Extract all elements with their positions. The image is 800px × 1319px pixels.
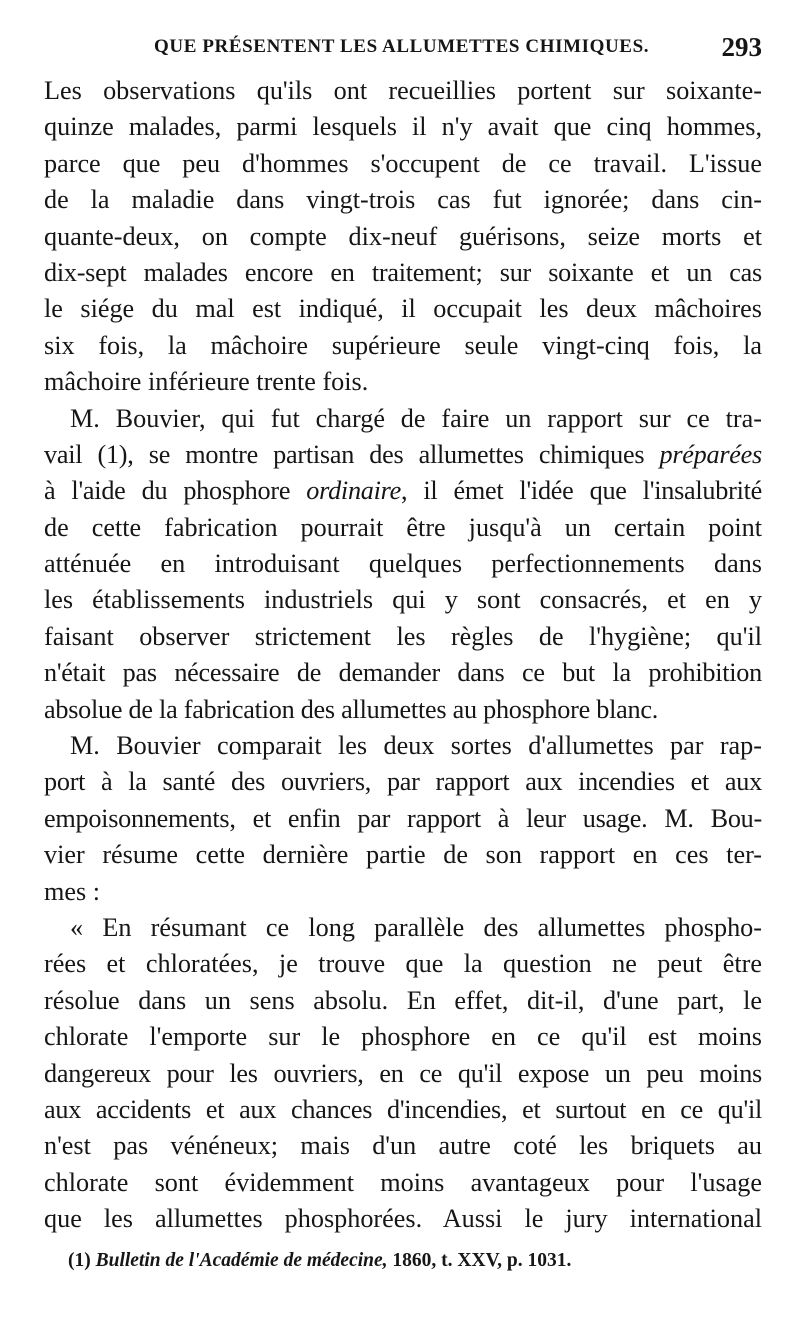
text-line: les établissements industriels qui y sont consacrés, et en y xyxy=(44,585,762,615)
footnote-details: 1860, t. XXV, p. 1031. xyxy=(392,1250,572,1271)
paragraph-start-line: M. Bouvier comparait les deux sortes d'allumettes par rap- xyxy=(70,731,762,761)
text-line: absolue de la fabrication des allumettes au phosphore blanc. xyxy=(44,694,659,724)
text-line: n'est pas vénéneux; mais d'un autre coté les briquets au xyxy=(44,1131,762,1161)
text-line: port à la santé des ouvriers, par rapport aux incendies et aux xyxy=(44,767,762,797)
text-line: atténuée en introduisant quelques perfectionnements dans xyxy=(44,549,762,579)
text-segment: à l'aide du phosphore xyxy=(44,476,291,506)
italic-text: préparées xyxy=(659,439,762,469)
text-line: quinze malades, parmi lesquels il n'y avait que cinq hommes, xyxy=(44,112,762,142)
text-line: parce que peu d'hommes s'occupent de ce travail. L'issue xyxy=(44,148,762,178)
text-line: Les observations qu'ils ont recueillies portent sur soixante- xyxy=(44,76,762,105)
italic-text: ordinaire xyxy=(306,476,402,506)
text-segment: vail (1), se montre partisan des allumettes chimiques xyxy=(44,439,645,469)
text-line: dangereux pour les ouvriers, en ce qu'il expose un peu moins xyxy=(44,1058,762,1088)
text-line: mes : xyxy=(44,876,101,906)
text-line xyxy=(44,437,762,473)
text-line: n'était pas nécessaire de demander dans ce but la prohibition xyxy=(44,658,762,688)
text-line: rées et chloratées, je trouve que la question ne peut être xyxy=(44,949,762,979)
text-line: résolue dans un sens absolu. En effet, dit-il, d'une part, le xyxy=(44,985,762,1015)
footnote-marker: (1) xyxy=(68,1250,91,1271)
text-segment: , il émet l'idée que l'insalubrité xyxy=(401,476,762,506)
text-line: chlorate sont évidemment moins avantageux pour l'usage xyxy=(44,1167,762,1197)
text-line: mâchoire inférieure trente fois. xyxy=(44,367,369,397)
paragraph-start-line: M. Bouvier, qui fut chargé de faire un rapport sur ce tra- xyxy=(70,403,762,433)
paragraph-start-line: « En résumant ce long parallèle des allumettes phospho- xyxy=(70,912,762,942)
text-line: de la maladie dans vingt-trois cas fut ignorée; dans cin- xyxy=(44,185,762,215)
text-line xyxy=(44,473,762,509)
body-text xyxy=(44,73,762,1238)
text-line: quante-deux, on compte dix-neuf guérisons, seize morts et xyxy=(44,221,762,251)
text-line: que les allumettes phosphorées. Aussi le jury international xyxy=(44,1204,762,1234)
text-line: empoisonnements, et enfin par rapport à leur usage. M. Bou- xyxy=(44,803,762,833)
text-line: faisant observer strictement les règles de l'hygiène; qu'il xyxy=(44,621,762,651)
running-title: QUE PRÉSENTENT LES ALLUMETTES CHIMIQUES. xyxy=(154,36,650,57)
text-line: six fois, la mâchoire supérieure seule vingt-cinq fois, la xyxy=(44,330,762,360)
page-header xyxy=(44,32,762,70)
page-number: 293 xyxy=(721,32,762,62)
footnote-source: Bulletin de l'Académie de médecine, xyxy=(95,1250,388,1271)
text-line: dix-sept malades encore en traitement; sur soixante et un cas xyxy=(44,257,762,287)
footnote xyxy=(68,1250,748,1272)
text-line: de cette fabrication pourrait être jusqu'à un certain point xyxy=(44,512,762,542)
text-line: aux accidents et aux chances d'incendies, et surtout en ce qu'il xyxy=(44,1094,762,1124)
text-line: vier résume cette dernière partie de son rapport en ces ter- xyxy=(44,840,762,870)
text-line: chlorate l'emporte sur le phosphore en ce qu'il est moins xyxy=(44,1022,762,1052)
text-line: le siége du mal est indiqué, il occupait les deux mâchoires xyxy=(44,294,762,324)
